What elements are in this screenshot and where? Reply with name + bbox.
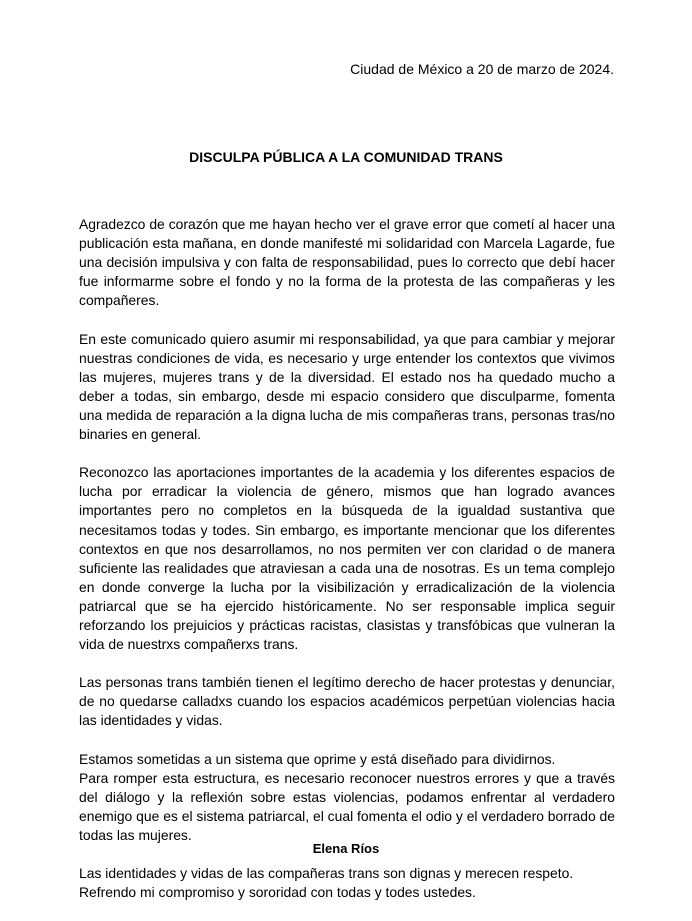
letter-date: Ciudad de México a 20 de marzo de 2024. [350, 61, 614, 77]
paragraph-line: Para romper esta estructura, es necesario reconocer nuestros errores y que a través del diálogo y la reflexión sobre estas violencias, podamos enfrentar al verdadero enemigo que es el sistema patriarcal, el cual fomenta el odio y el verdadero borrado de todas las mujeres. [79, 769, 615, 843]
paragraph-line: Las identidades y vidas de las compañeras trans son dignas y merecen respeto. [79, 865, 574, 882]
paragraph-line: Estamos sometidas a un sistema que oprime y está diseñado para dividirnos. [79, 750, 556, 767]
paragraph-gratitude [79, 215, 615, 310]
letter-body [79, 215, 615, 921]
paragraph-line: Las personas trans también tienen el legítimo derecho de hacer protestas y denunciar, de no quedarse calladxs cuando los espacios académicos perpetúan violencias hacia las identidades y vidas. [79, 674, 615, 729]
paragraph-line: Agradezco de corazón que me hayan hecho ver el grave error que cometí al hacer una publicación esta mañana, en donde manifesté mi solidaridad con Marcela Lagarde, fue una decisión impulsiva y con falta de responsabilidad, pues lo correcto que debí hacer fue informarme sobre el fondo y no la forma de la protesta de las compañeras y les compañeres. [79, 216, 615, 309]
paragraph-system [79, 750, 615, 845]
paragraph-recognition [79, 463, 615, 654]
paragraph-line: Refrendo mi compromiso y sororidad con todas y todes ustedes. [79, 884, 476, 901]
paragraph-commitment [79, 864, 615, 902]
paragraph-rights [79, 673, 615, 730]
paragraph-responsibility [79, 330, 615, 445]
paragraph-line: Reconozco las aportaciones importantes de la academia y los diferentes espacios de lucha por erradicar la violencia de género, mismos que han logrado avances importantes pero no completos en la búsqueda de la igualdad sustantiva que necesitamos todas y todes. Sin embargo, es importante mencionar que los diferentes contextos en que nos desarrollamos, no nos permiten ver con claridad o de manera suficiente las realidades que atraviesan a cada una de nosotras. Es un tema complejo en donde converge la lucha por la visibilización y erradicalización de la violencia patriarcal que se ha ejercido históricamente. No ser responsable implica seguir reforzando los prejuicios y prácticas racistas, clasistas y transfóbicas que vulneran la vida de nuestrxs compañerxs trans. [79, 464, 615, 653]
signature-name: Elena Ríos [312, 841, 380, 856]
paragraph-line: En este comunicado quiero asumir mi responsabilidad, ya que para cambiar y mejorar nuestras condiciones de vida, es necesario y urge entender los contextos que vivimos las mujeres, mujeres trans y de la diversidad. El estado nos ha quedado mucho a deber a todas, sin embargo, desde mi espacio considero que disculparme, fomenta una medida de reparación a la digna lucha de mis compañeras trans, personas tras/no binaries en general. [79, 330, 615, 443]
letter-title: DISCULPA PÚBLICA A LA COMUNIDAD TRANS [189, 149, 503, 165]
